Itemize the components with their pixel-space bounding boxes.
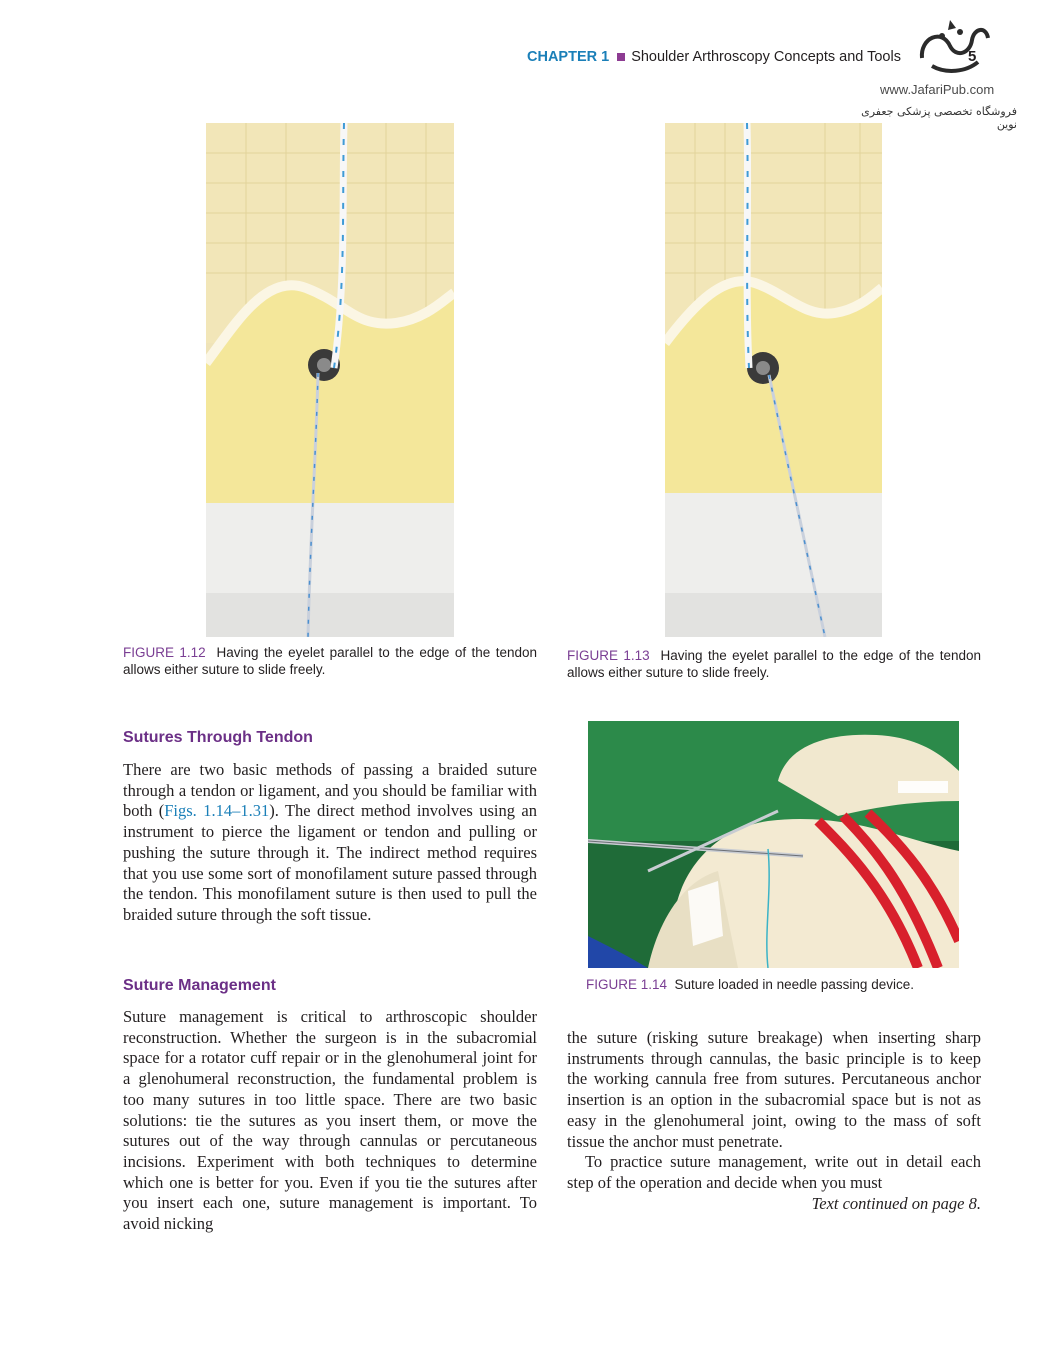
figure-caption-text: Suture loaded in needle passing device. bbox=[674, 977, 914, 992]
running-header bbox=[527, 49, 901, 65]
figure-1-14-photo bbox=[588, 721, 959, 968]
continued-note: Text continued on page 8. bbox=[811, 1193, 981, 1213]
figure-label: FIGURE 1.14 bbox=[586, 977, 668, 992]
figure-1-12-caption bbox=[123, 644, 537, 678]
figure-label: FIGURE 1.12 bbox=[123, 645, 206, 660]
figure-1-13-photo bbox=[665, 123, 882, 637]
chapter-label: CHAPTER 1 bbox=[527, 49, 610, 65]
section-body-sutures-through-tendon bbox=[123, 760, 537, 926]
watermark-url: www.JafariPub.com bbox=[880, 82, 995, 97]
figure-caption-text: Having the eyelet parallel to the edge of the tendon allows either suture to slide freely. bbox=[123, 645, 537, 677]
body-text: Suture management is critical to arthroscopic shoulder reconstruction. Whether the surgeon is in the subacromial space for a rotator cuff repair or in the glenohumeral joint for a glenohumeral reconstruction, the fundamental problem is too many sutures in too little space. There are two basic solutions: tie the sutures as you insert them, or move the sutures out of the way through cannulas or percutaneous incisions. Experiment with both techniques to determine which one is better for you. Even if you tie the sutures after you insert each one, suture management is important. To avoid nicking bbox=[123, 1007, 537, 1234]
figure-1-12-photo bbox=[206, 123, 454, 637]
right-column-body bbox=[567, 1028, 981, 1214]
figure-caption-text: Having the eyelet parallel to the edge of the tendon allows either suture to slide freely. bbox=[567, 648, 981, 680]
watermark-persian: فروشگاه تخصصی پزشکی جعفری نوین bbox=[861, 105, 1017, 131]
chapter-title: Shoulder Arthroscopy Concepts and Tools bbox=[631, 49, 901, 65]
figure-1-14-caption bbox=[586, 976, 976, 993]
body-text: There are two basic methods of passing a braided suture through a tendon or ligament, and you should be familiar with both ( bbox=[123, 760, 537, 821]
body-text: the suture (risking suture breakage) when inserting sharp instruments through cannulas, the basic principle is to keep the working cannula free from sutures. Percutaneous anchor insertion is an option in the subacromial space but is not as easy in the glenohumeral joint, owing to the mass of soft tissue the anchor must penetrate. bbox=[567, 1028, 981, 1151]
figure-reference-link[interactable]: Figs. 1.14–1.31 bbox=[164, 801, 270, 821]
figure-label: FIGURE 1.13 bbox=[567, 648, 650, 663]
figure-1-13-caption bbox=[567, 647, 981, 681]
section-body-suture-management bbox=[123, 1007, 537, 1235]
section-heading-sutures-through-tendon: Sutures Through Tendon bbox=[123, 729, 313, 746]
section-heading-suture-management: Suture Management bbox=[123, 977, 276, 994]
page-number: 5 bbox=[968, 48, 977, 65]
body-text: ). The direct method involves using an instrument to pierce the ligament or tendon and pulling or pushing the suture through it. The indirect method requires that you use some sort of monofilament suture passed through the tendon. This monofilament suture is then used to pull the braided suture through the soft tissue. bbox=[123, 801, 537, 924]
header-separator-square bbox=[617, 53, 625, 61]
body-text: To practice suture management, write out in detail each step of the operation and decide when you must bbox=[567, 1152, 981, 1192]
publisher-logo-icon bbox=[912, 18, 992, 76]
